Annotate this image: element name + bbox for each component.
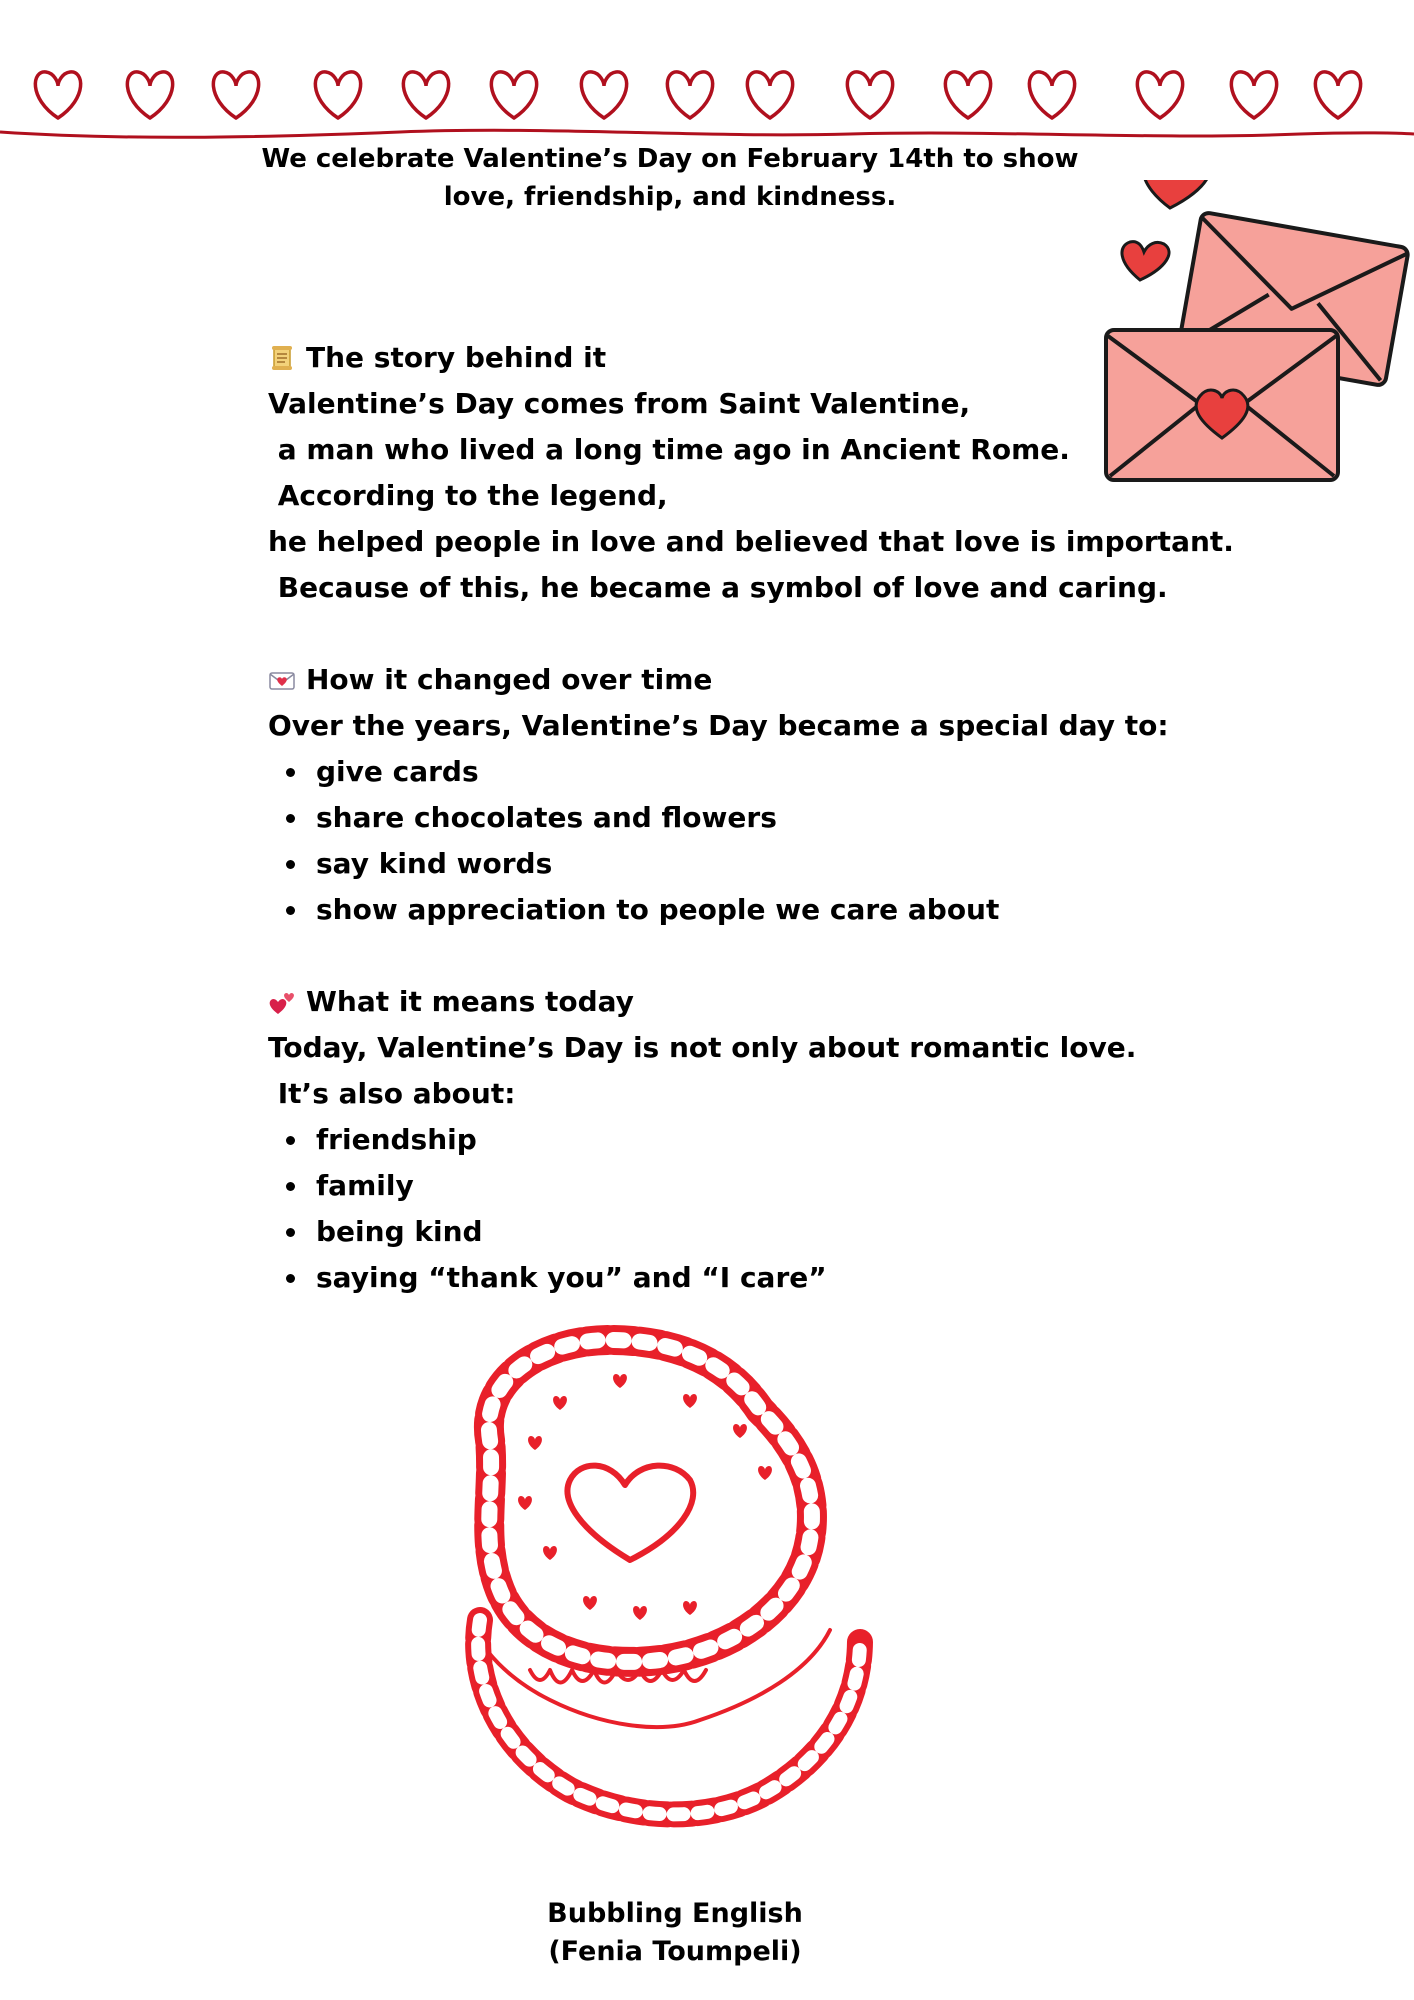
garland-heart-icon xyxy=(1231,72,1276,118)
list-item: show appreciation to people we care about xyxy=(268,887,1268,933)
garland-heart-icon xyxy=(403,72,448,118)
garland-heart-icon xyxy=(847,72,892,118)
list-item: share chocolates and flowers xyxy=(268,795,1268,841)
intro-line-1: We celebrate Valentine’s Day on February 14th to show xyxy=(261,144,1079,174)
garland-heart-icon xyxy=(1137,72,1182,118)
scroll-icon xyxy=(268,344,296,372)
two-hearts-icon xyxy=(268,988,296,1016)
cake-mini-heart-icon xyxy=(733,1424,747,1438)
intro-text xyxy=(240,140,1100,216)
today-heading-text: What it means today xyxy=(306,985,634,1018)
changed-heading xyxy=(268,657,1268,703)
cake-mini-heart-icon xyxy=(633,1606,647,1620)
heart-cake-illustration xyxy=(440,1320,920,1860)
today-line-2: It’s also about: xyxy=(268,1077,516,1110)
garland-heart-icon xyxy=(35,72,80,118)
changed-list xyxy=(268,749,1268,933)
love-letter-icon xyxy=(268,666,296,694)
garland-heart-icon xyxy=(667,72,712,118)
cake-mini-heart-icon xyxy=(758,1466,772,1480)
garland-heart-icon xyxy=(581,72,626,118)
garland-heart-icon xyxy=(1315,72,1360,118)
cake-mini-heart-icon xyxy=(583,1596,597,1610)
garland-heart-icon xyxy=(127,72,172,118)
today-line-1: Today, Valentine’s Day is not only about romantic love. xyxy=(268,1031,1137,1064)
intro-line-2: love, friendship, and kindness. xyxy=(443,182,897,212)
today-list xyxy=(268,1117,1268,1301)
credit-line-2: (Fenia Toumpeli) xyxy=(548,1936,802,1967)
cake-mini-heart-icon xyxy=(543,1546,557,1560)
garland-heart-icon xyxy=(945,72,990,118)
cake-mini-heart-icon xyxy=(553,1396,567,1410)
credit-line-1: Bubbling English xyxy=(547,1898,803,1929)
cake-mini-heart-icon xyxy=(683,1394,697,1408)
garland-heart-icon xyxy=(1029,72,1074,118)
cake-mini-heart-icon xyxy=(518,1496,532,1510)
garland-heart-icon xyxy=(213,72,258,118)
author-credit xyxy=(460,1895,890,1971)
story-line-2: a man who lived a long time ago in Ancient Rome. xyxy=(268,433,1070,466)
list-item: friendship xyxy=(268,1117,1268,1163)
story-line-3: According to the legend, xyxy=(268,479,668,512)
changed-heading-text: How it changed over time xyxy=(306,663,713,696)
list-item: family xyxy=(268,1163,1268,1209)
heart-garland-decoration xyxy=(0,60,1414,150)
garland-heart-icon xyxy=(315,72,360,118)
list-item: being kind xyxy=(268,1209,1268,1255)
story-line-1: Valentine’s Day comes from Saint Valentine, xyxy=(268,387,971,420)
today-heading xyxy=(268,979,1268,1025)
cake-mini-heart-icon xyxy=(528,1436,542,1450)
garland-heart-icon xyxy=(747,72,792,118)
main-content xyxy=(268,335,1268,1301)
changed-intro: Over the years, Valentine’s Day became a special day to: xyxy=(268,709,1169,742)
story-heading xyxy=(268,335,1268,381)
story-heading-text: The story behind it xyxy=(306,341,607,374)
list-item: say kind words xyxy=(268,841,1268,887)
cake-mini-heart-icon xyxy=(683,1601,697,1615)
garland-heart-icon xyxy=(491,72,536,118)
cake-mini-heart-icon xyxy=(613,1374,627,1388)
story-line-4: he helped people in love and believed that love is important. xyxy=(268,525,1234,558)
list-item: give cards xyxy=(268,749,1268,795)
story-line-5: Because of this, he became a symbol of love and caring. xyxy=(268,571,1168,604)
list-item: saying “thank you” and “I care” xyxy=(268,1255,1268,1301)
